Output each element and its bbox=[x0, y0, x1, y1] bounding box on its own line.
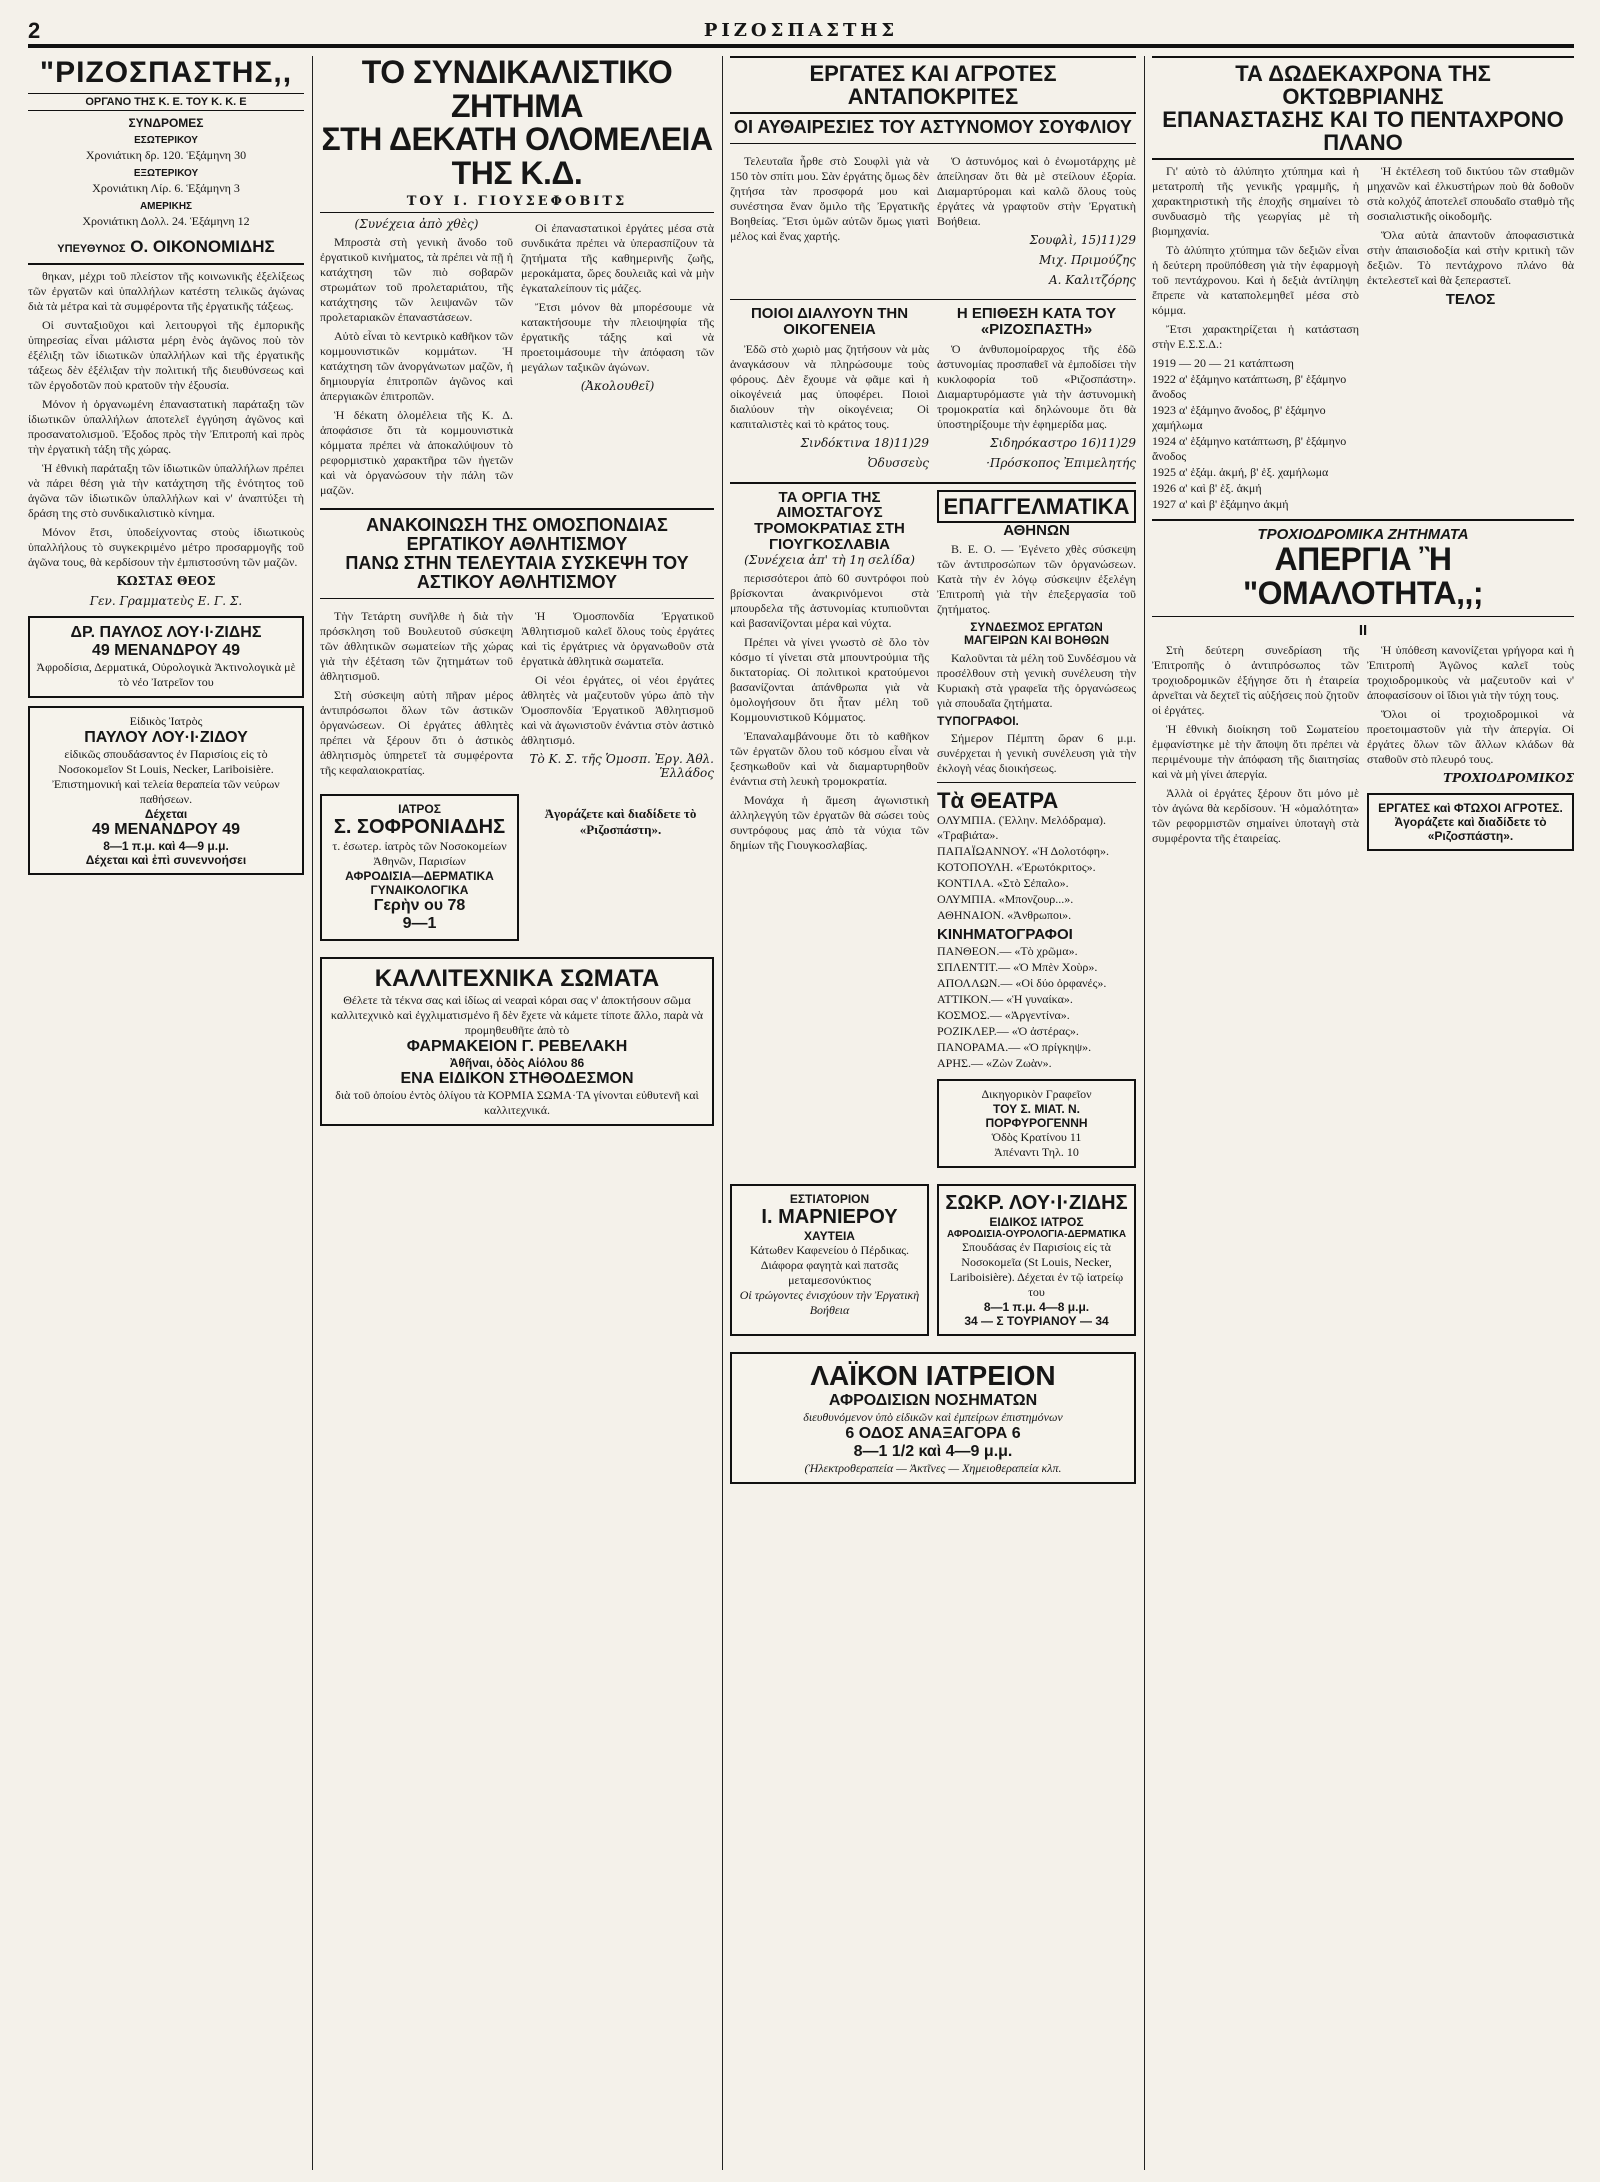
headline-strike: ΑΠΕΡΓΙΑ Ἢ "ΟΜΑΛΟΤΗΤΑ,,; bbox=[1242, 541, 1484, 611]
article-paragraph: Β. Ε. Ο. — Ἐγένετο χθὲς σύσκεψη τῶν ἀντιπροσώπων τῶν ὀργανώσεων. Κατὰ τὴν ἐν λόγῳ σύσκεψιν ἐξελέγη Ἐπιτροπὴ γιὰ τὴν ἐπεξεργασία τοῦ ζητήματος. bbox=[937, 542, 1136, 617]
ad-name: Ι. ΜΑΡΝΙΕΡΟΥ bbox=[761, 1206, 898, 1229]
ad-hours: 8—1 π.μ. καὶ 4—9 μ.μ. bbox=[103, 839, 229, 853]
article-paragraph: Ἡ δέκατη ὁλομέλεια τῆς Κ. Δ. ἀποφάσισε ὅτι τὰ κομμουνιστικὰ κόμματα πρέπει νὰ ἀποκαλύψουν τὸ ρεφορμιστικὸ χαρακτῆρα τῶν ἡγετῶν καὶ νὰ ὀργανώσουν τὴν πάλη τῶν μαζῶν. bbox=[320, 408, 513, 498]
ad-address: 34 — Σ ΤΟΥΡΙΑΝΟΥ — 34 bbox=[964, 1314, 1109, 1329]
theatre-item: ΟΛΥΜΠΙΑ. (Ἑλλην. Μελόδραμα). «Τραβιάτα». bbox=[937, 813, 1107, 843]
theatre-item: ΑΘΗΝΑΙΟΝ. «Ἀνθρωποι». bbox=[937, 908, 1072, 923]
dateline: Σιδηρόκαστρο 16)11)29 bbox=[990, 435, 1136, 450]
subscriptions-title: ΣΥΝΔΡΟΜΕΣ bbox=[128, 116, 204, 130]
foreign-line: Χρονιάτικη Λίρ. 6. Ἑξάμηνη 3 bbox=[92, 181, 240, 195]
ad-tail: (Ἠλεκτροθεραπεία — Ἀκτῖνες — Χημειοθεραπεία κλπ. bbox=[804, 1461, 1062, 1476]
article-paragraph: Τὸ ἀλύπητο χτύπημα τῶν δεξιῶν εἶναι ἡ δεύτερη προϋπόθεση γιὰ τὴν ἐφαρμογὴ τοῦ πεντάχρονου. Καὶ ἡ δεξιὰ ἀντίληψη ἔπρεπε νὰ καταπολεμηθεῖ μέσα στὸ κόμμα. bbox=[1152, 243, 1359, 318]
article-paragraph: Ἡ ὑπόθεση κανονίζεται γρήγορα καὶ ἡ Ἐπιτροπὴ Ἀγῶνος καλεῖ τοὺς τροχιοδρομικοὺς νὰ μαζευτοῦν καὶ ν' ἀποφασίσουν οἱ ἴδιοι γιὰ τὴν τύχη τους. bbox=[1367, 643, 1574, 703]
ad-text: εἰδικῶς σπουδάσαντος ἐν Παρισίοις εἰς τὸ Νοσοκομεῖον St Louis, Necker, Lariboisière. Ἐπιστημονική καὶ τελεία θεραπεία τῶν νεύρων παθήσεων. bbox=[52, 747, 280, 806]
ad-note: Οἱ τρώγοντες ἐνισχύουν τὴν Ἐργατικὴ Βοήθεια bbox=[739, 1288, 920, 1318]
masthead bbox=[28, 56, 304, 265]
article-paragraph: περισσότεροι ἀπὸ 60 συντρόφοι ποὺ βρίσκονται ἀνακρινόμενοι στὰ μπουρδελα τῆς ἀστυνομίας κτυπιοῦνται καὶ βασανίζονται μέρα καὶ νύχτα. bbox=[730, 570, 929, 630]
article-part-number: II bbox=[1358, 622, 1368, 640]
ad-title: ΚΑΛΛΙΤΕΧΝΙΚΑ ΣΩΜΑΤΑ bbox=[374, 964, 660, 992]
article-paragraph: Οἱ νέοι ἐργάτες, οἱ νέοι ἐργάτες ἀθλητὲς νὰ μαζευτοῦν γύρω ἀπὸ τὴν Ὁμοσπονδία Ἐργατικοῦ Ἀθλητισμοῦ καὶ νὰ ἀγωνιστοῦν ἐνάντια στὸν ἀστικὸ ἀθλητισμό. bbox=[521, 672, 714, 747]
section-kicker: ΤΡΟΧΙΟΔΡΟΜΙΚΑ ΖΗΤΗΜΑΤΑ bbox=[1257, 526, 1469, 544]
article-paragraph: Ἔτσι χαρακτηρίζεται ἡ κατάσταση στὴν Ε.Σ.Σ.Δ.: bbox=[1152, 322, 1359, 352]
article-paragraph: Μόνον ἡ ὀργανωμένη ἐπαναστατικὴ παράταξη τῶν ἰδιωτικῶν ὑπαλλήλων ἀποτελεῖ ἐγγύηση ἀγῶνος καὶ προσανατολισμοῦ. Ἐξοδος πρὸς τὴν Ἐπιτροπή καὶ πρὸς τὴν ἐργατικὴ τάξη τῆς χώρας. bbox=[28, 397, 304, 456]
byline: ΤΟΥ Ι. ΓΙΟΥΣΕΦΟΒΙΤΣ bbox=[320, 194, 714, 213]
article-end: ΤΕΛΟΣ bbox=[1445, 291, 1496, 309]
section-typographers: ΤΥΠΟΓΡΑΦΟΙ. bbox=[937, 713, 1019, 728]
theatre-item: ΚΟΝΤΙΛΑ. «Στὸ Σέπαλο». bbox=[937, 876, 1069, 891]
article-paragraph: Ἐπαναλαμβάνουμε ὅτι τὸ καθῆκον τῶν ἐργατῶν ὅλου τοῦ κόσμου εἶναι νὰ ξεσηκωθοῦν καὶ νὰ διαμαρτυρηθοῦν ἐνάντια στὴ λευκὴ τρομοκρατία. bbox=[730, 728, 929, 788]
article-paragraph: Στὴ δεύτερη συνεδρίαση τῆς Ἐπιτροπῆς ὁ ἀντιπρόσωπος τῶν τροχιοδρομικῶν ἐξήγησε ὅτι ἡ ἐταιρεία ἀρνεῖται νὰ δεχτεῖ τὶς αὐξήσεις ποὺ ζητοῦν οἱ ἐργάτες. bbox=[1152, 643, 1359, 718]
section-athens: ΑΘΗΝΩΝ bbox=[1003, 521, 1070, 539]
headline-family: ΠΟΙΟΙ ΔΙΑΛΥΟΥΝ ΤΗΝ ΟΙΚΟΓΕΝΕΙΑ bbox=[750, 305, 909, 338]
ad-note: Δέχεται καὶ ἐπὶ συνεννοήσει bbox=[85, 853, 247, 867]
cinema-item: ΠΑΝΟΡΑΜΑ.— «Ὁ πρίγκηψ». bbox=[937, 1040, 1092, 1055]
article-paragraph: Οἱ συνταξιοῦχοι καὶ λειτουργοὶ τῆς ἐμπορικῆς ὑπηρεσίας εἶναι μάλιστα μέρη ἑνὸς ἀγῶνος ποὺ τὸν ἐξέλιξη τῶν ἰδιωτικῶν ὑπαλλήλων καὶ τῆς ἐργατικῆς τάξεως δὲν ἐξέλιξαν τὴν πολιτική τῆς διευθύνσεως καὶ τῶν ἐργοδοτῶν ποὺ κρατοῦν τὴν ἐξουσία. bbox=[28, 318, 304, 392]
stat-line: 1922 α' ἑξάμηνο κατάπτωση, β' ἑξάμηνο ἄνοδος bbox=[1152, 372, 1347, 402]
article-signature: ΚΩΣΤΑΣ ΘΕΟΣ bbox=[116, 574, 216, 588]
cinema-item: ΑΠΟΛΛΩΝ.— «Οἱ δύο ὀρφανές». bbox=[937, 976, 1107, 991]
theatre-item: ΟΛΥΜΠΙΑ. «Μπονζουρ...». bbox=[937, 892, 1074, 907]
article-signature: ·Πρόσκοπος Ἐπιμελητής bbox=[986, 455, 1136, 470]
headline-professional: ΕΠΑΓΓΕΛΜΑΤΙΚΑ bbox=[937, 490, 1136, 523]
column-1 bbox=[28, 56, 304, 2170]
ad-pavlou-loizidou bbox=[28, 706, 304, 875]
headline-theatres: Τὰ ΘΕΑΤΡΑ bbox=[937, 788, 1059, 814]
article-paragraph: Πρέπει νὰ γίνει γνωστὸ σὲ ὅλο τὸν κόσμο τί γίνεται στὰ μπουντρούμια τῆς δικτατορίας. Οἱ πολιτικοὶ κρατούμενοι βασανίζονται ἀπάνθρωπα γιὰ νὰ ὁμολογήσουν ὅτι ἦταν μέλη τοῦ Κομμουνιστικοῦ Κόμματος. bbox=[730, 634, 929, 724]
dateline: Σουφλὶ, 15)11)29 bbox=[1029, 233, 1136, 248]
ad-name: ΣΩΚΡ. ΛΟΥ·Ι·ΖΙΔΗΣ bbox=[945, 1192, 1128, 1215]
ad-address: 49 ΜΕΝΑΝΔΡΟΥ 49 bbox=[92, 821, 240, 838]
article-paragraph: Ἡ Ὁμοσπονδία Ἐργατικοῦ Ἀθλητισμοῦ καλεῖ ὅλους τοὺς ἐργάτες καὶ τὶς ἐργάτριες νὰ ὀργανωθοῦν στὰ ἐργατικὰ ἀθλητικὰ σωματεῖα. bbox=[521, 608, 714, 668]
ad-name: ΤΟΥ Σ. ΜΙΑΤ. Ν. ΠΟΡΦΥΡΟΓΕΝΝΗ bbox=[985, 1102, 1088, 1131]
ad-name: Σ. ΣΟΦΡΟΝΙΑΔΗΣ bbox=[333, 815, 506, 838]
ad-spec: ΑΦΡΟΔΙΣΙΑ-ΟΥΡΟΛΟΓΙΑ-ΔΕΡΜΑΤΙΚΑ bbox=[946, 1229, 1127, 1241]
ad-hours: 8—1 1/2 καὶ 4—9 μ.μ. bbox=[853, 1443, 1013, 1461]
theatre-item: ΚΟΤΟΠΟΥΛΗ. «Ἐρωτόκριτος». bbox=[937, 860, 1096, 875]
headline-correspondents: ΕΡΓΑΤΕΣ ΚΑΙ ΑΓΡΟΤΕΣ ΑΝΤΑΠΟΚΡΙΤΕΣ bbox=[809, 61, 1057, 110]
cinema-item: ΑΡΗΣ.— «Ζὼν Ζωὰν». bbox=[937, 1056, 1052, 1071]
ad-text: διευθυνόμενον ὑπὸ εἰδικῶν καὶ ἐμπείρων ἐπιστημόνων bbox=[803, 1410, 1063, 1425]
section-cinemas: ΚΙΝΗΜΑΤΟΓΡΑΦΟΙ bbox=[937, 926, 1073, 944]
column-3 bbox=[730, 56, 1136, 2170]
ad-text: Ἀφροδίσια, Δερματικά, Οὐρολογικὰ Ἀκτινολογικὰ μὲ τὸ νέο Ἰατρεῖον του bbox=[36, 660, 296, 689]
article-paragraph: Αὐτὸ εἶναι τὸ κεντρικὸ καθῆκον τῶν κομμουνιστικῶν κομμάτων. Ἡ κατάχτηση τῶν ἀνοργάνωτων μαζῶν, ἡ δημιουργία ἐπιτροπῶν ἀγῶνος καὶ ἀπεργιακῶν ἐπιτροπῶν. bbox=[320, 329, 513, 404]
responsible-editor bbox=[28, 237, 304, 257]
ad-name: ΠΑΥΛΟΥ ΛΟΥ·Ι·ΖΙΔΟΥ bbox=[84, 729, 248, 746]
article-signature-role: Γεν. Γραμματεὺς Ε. Γ. Σ. bbox=[89, 594, 243, 608]
ad-phone: Ἀπέναντι Τηλ. 10 bbox=[994, 1145, 1079, 1160]
ad-sofroniadis bbox=[320, 794, 519, 941]
ad-laiko-iatreio bbox=[730, 1352, 1136, 1484]
ad-porfyrogennis bbox=[937, 1079, 1136, 1168]
ad-address: 6 ΟΔΟΣ ΑΝΑΞΑΓΟΡΑ 6 bbox=[845, 1425, 1021, 1443]
article-paragraph: Ὅλα αὐτὰ ἀπαντοῦν ἀποφασιστικὰ στὴν ἀπαισιοδοξία καὶ στὴν κριτικὴ τῶν δεξιῶν. Τὸ πεντάχρονο πλάνο θὰ ἐκτελεστεῖ καὶ θὰ ξεπεραστεῖ. bbox=[1367, 228, 1574, 288]
article-paragraph: Σήμερον Πέμπτη ὥραν 6 μ.μ. συνέρχεται ἡ γενικὴ συνέλευση γιὰ τὴν ἐκλογὴ νέας διοικήσεως. bbox=[937, 731, 1136, 776]
article-signature: ΤΡΟΧΙΟΔΡΟΜΙΚΟΣ bbox=[1443, 771, 1574, 786]
article-paragraph: Γι' αὐτὸ τὸ ἀλύπητο χτύπημα καὶ ἡ μετατροπὴ τῆς γενικῆς γραμμῆς, ἡ χαρακτηριστικὴ τῆς ἐποχῆς σημαίνει τὸ συνδυασμὸ τῆς γεωργίας μὲ τὴ βιομηχανία. bbox=[1152, 164, 1359, 239]
article-signature: Τὸ Κ. Σ. τῆς Ὁμοσπ. Ἐργ. Ἀθλ. Ἑλλάδος bbox=[529, 751, 714, 780]
ad-label: ΕΙΔΙΚΟΣ ΙΑΤΡΟΣ bbox=[989, 1215, 1084, 1230]
article-paragraph: Ἡ ἐθνικὴ διοίκηση τοῦ Σωματείου ἐμφανίστηκε μὲ τὴν ἄποψη ὅτι πρέπει νὰ περιμένουμε τὴν ἀπόφαση τῆς διαιτησίας καὶ νὰ μὴ γίνει ἀπεργία. bbox=[1152, 722, 1359, 782]
continuation-note: (Συνέχεια ἀπ' τὴ 1η σελίδα) bbox=[744, 552, 915, 567]
notice-buy-paper: Ἀγοράζετε καὶ διαδίδετε τὸ «Ριζοσπάστη». bbox=[544, 805, 697, 837]
running-head: ΡΙΖΟΣΠΑΣΤΗΣ bbox=[703, 20, 899, 41]
cinema-item: ΡΟΖΙΚΛΕΡ.— «Ὁ ἀστέρας». bbox=[937, 1024, 1079, 1039]
article-paragraph: θηκαν, μέχρι τοῦ πλείστον τῆς κοινωνικῆς ἐξελίξεως τῶν ἐργατῶν καὶ ὑπαλλήλων κατέστη τελικῶς ἀγώνας διὰ τὰ μέτρα καὶ τὰ συμφέροντα τῆς ἐργατικῆς τάξεως. bbox=[28, 269, 304, 313]
ad-text: Σπουδάσας ἐν Παρισίοις εἰς τὰ Νοσοκομεῖα (St Louis, Necker, Lariboisière). Δέχεται ἐν τῷ ἰατρείῳ του bbox=[949, 1240, 1124, 1300]
ad-text: Κάτωθεν Καφενείου ὁ Πέρδικας. Διάφορα φαγητὰ καὶ πατσᾶς μεταμεσονύκτιος bbox=[749, 1243, 910, 1288]
ad-text: τ. ἐσωτερ. ἰατρὸς τῶν Νοσοκομείων Ἀθηνῶν, Παρισίων bbox=[332, 838, 507, 868]
article-paragraph: Ἡ ἐθνικὴ παράταξη τῶν ἰδιωτικῶν ὑπαλλήλων πρέπει νὰ πάρει θέση γιὰ τὴν κατάχτηση τῆς ἑνότητος τοῦ ἀγῶνα τῶν ἰδιωτικῶν ὑπαλλήλων καὶ ν' ἀναπτύξει τὴ δράση της στὸ συνδικαλιστικὸ κίνημα. bbox=[28, 461, 304, 520]
ad-address: 49 ΜΕΝΑΝΔΡΟΥ 49 bbox=[92, 642, 240, 659]
ad-sokr-loizidis bbox=[937, 1184, 1136, 1336]
article-end: (Ἀκολουθεῖ) bbox=[580, 379, 655, 394]
ad-title: ΛΑΪΚΟΝ ΙΑΤΡΕΙΟΝ bbox=[810, 1360, 1056, 1392]
column-4 bbox=[1152, 56, 1574, 2170]
article-paragraph: Μόνον ἔτσι, ὑποδείχνοντας στοὺς ἰδιωτικοὺς ὑπαλλήλους τὸ συγκεκριμένο μέτρο προσαρμογῆς τοῦ ἀγῶνα τους, θὰ κερδίσουν τὴν ἐμπιστοσύνη τῶν μαζῶν. bbox=[28, 525, 304, 569]
ad-text: Θέλετε τὰ τέκνα σας καὶ ἰδίως αἱ νεαραὶ κόραι σας ν' ἀποκτήσουν σῶμα καλλιτεχνικὸ καὶ ἐγχλιματισμένο ἢ δὲν ἔχετε νὰ κάμετε τίποτε ἄλλο, παρὰ νὰ προμηθευθῆτε ἀπὸ τὸ bbox=[330, 992, 704, 1037]
cinema-item: ΣΠΛΕΝΤΙΤ.— «Ὁ Μπὲν Χοὺρ». bbox=[937, 960, 1098, 975]
article-paragraph: Ὅλοι οἱ τροχιοδρομικοὶ νὰ προετοιμαστοῦν γιὰ τὴν ἀπεργία. Οἱ ἐργάτες ὅλων τῶν ἄλλων κλάδων θὰ σταθοῦν στὸ πλευρό τους. bbox=[1367, 707, 1574, 767]
ad-tail: διὰ τοῦ ὁποίου ἐντὸς ὀλίγου τὰ ΚΟΡΜΙΑ ΣΩΜΑ·ΤΑ γίνονται εὐθυτενῆ καὶ καλλιτεχνικά. bbox=[335, 1087, 699, 1117]
column-rule bbox=[312, 56, 313, 2170]
column-rule bbox=[722, 56, 723, 2170]
responsible-name: Ο. ΟΙΚΟΝΟΜΙΔΗΣ bbox=[130, 237, 275, 256]
article-signature: Α. Καλιτζόρης bbox=[1048, 273, 1136, 288]
domestic-line: Χρονιάτικη δρ. 120. Ἑξάμηνη 30 bbox=[85, 148, 247, 162]
stat-line: 1926 α' καὶ β' ἑξ. ἀκμή bbox=[1152, 481, 1262, 496]
dateline: Σινδόκτινα 18)11)29 bbox=[800, 435, 929, 450]
masthead-subtitle: ΟΡΓΑΝΟ ΤΗΣ Κ. Ε. ΤΟΥ Κ. Κ. Ε bbox=[28, 93, 304, 111]
foreign-label: ΕΞΩΤΕΡΙΚΟΥ bbox=[133, 168, 199, 179]
ad-kallitexnika bbox=[320, 957, 714, 1126]
article-paragraph: Στὴ σύσκεψη αὐτὴ πῆραν μέρος ἀντιπρόσωποι ὅλων τῶν ἀστικῶν ὀργανώσεων. Οἱ ἐργάτες ἀθλητὲς πρέπει νὰ ξέρουν ὅτι ὁ ἀστικὸς ἀθλητισμὸς ὑπηρετεῖ τὰ συμφέροντα τῆς κεφαλαιοκρατίας. bbox=[320, 687, 513, 777]
ad-address: Ὁδὸς Κρατίνου 11 bbox=[991, 1130, 1082, 1145]
cinema-item: ΑΤΤΙΚΟΝ.— «Ἡ γυναίκα». bbox=[937, 992, 1073, 1007]
column-rule bbox=[1144, 56, 1145, 2170]
article-paragraph: Μονάχα ἡ ἄμεση ἀγωνιστικὴ ἀλληλεγγύη τῶν ἐργατῶν θὰ σώσει τοὺς συντρόφους μας ἀπὸ τὰ νύχια τῶν δημίων τῆς Γιουγκοσλαβίας. bbox=[730, 792, 929, 852]
headline-october-2: ΕΠΑΝΑΣΤΑΣΗΣ ΚΑΙ ΤΟ ΠΕΝΤΑΧΡΟΝΟ ΠΛΑΝΟ bbox=[1162, 107, 1564, 156]
page-number: 2 bbox=[28, 18, 41, 43]
ad-label: Δικηγορικὸν Γραφεῖον bbox=[981, 1087, 1092, 1102]
ad-hours-label: Δέχεται bbox=[144, 807, 188, 821]
ad-pavlos-loizidis bbox=[28, 616, 304, 698]
footer-text: ΕΡΓΑΤΕΣ καὶ ΦΤΩΧΟΙ ΑΓΡΟΤΕΣ. Ἀγοράζετε καὶ διαδίδετε τὸ «Ριζοσπάστη». bbox=[1378, 801, 1563, 844]
continuation-note: (Συνέχεια ἀπὸ χθὲς) bbox=[354, 217, 479, 232]
responsible-label: ΥΠΕΥΘΥΝΟΣ bbox=[57, 243, 126, 255]
domestic-label: ΕΣΩΤΕΡΙΚΟΥ bbox=[134, 135, 198, 146]
theatre-item: ΠΑΠΑΪΩΑΝΝΟΥ. «Ἡ Δολοτόφη». bbox=[937, 844, 1110, 859]
headline-terror-2: ΤΡΟΜΟΚΡΑΤΙΑΣ ΣΤΗ ΓΙΟΥΓΚΟΣΛΑΒΙΑ bbox=[754, 520, 905, 553]
article-paragraph: Οἱ ἐπαναστατικοὶ ἐργάτες μέσα στὰ συνδικάτα πρέπει νὰ ὑπερασπίζουν τὰ ζητήματα τῆς καθημερινῆς ζωῆς, μεροκάματα, ὥρες δουλειᾶς καὶ νὰ μὴν ἐγκαταλείπουν τὶς μάζες. bbox=[521, 221, 714, 296]
stat-line: 1927 α' καὶ β' ἑξάμηνο ἀκμή bbox=[1152, 497, 1289, 512]
article-paragraph: Ὁ ἀνθυπομοίραρχος τῆς ἐδῶ ἀστυνομίας προσπαθεῖ νὰ ἐμποδίσει τὴν κυκλοφορία τοῦ «Ριζοσπάστη». Διαμαρτυρόμαστε γιὰ τὴν ἀστυνομικὴ τρομοκρατία καὶ δηλώνουμε ὅτι θὰ ὑποστηρίξουμε τὴν ἐφημερίδα μας. bbox=[937, 341, 1136, 431]
page-header bbox=[28, 10, 1574, 48]
ad-restaurant bbox=[730, 1184, 929, 1336]
masthead-title: "ΡΙΖΟΣΠΑΣΤΗΣ,, bbox=[39, 56, 293, 89]
article-paragraph: Ἀλλὰ οἱ ἐργάτες ξέρουν ὅτι μόνο μὲ τὸν ἀγώνα θὰ κερδίσουν. Ἡ «ὁμαλότητα» τῶν ρεφορμιστῶν σημαίνει ὑποταγὴ στὰ συμφέροντα τῆς ἐταιρείας. bbox=[1152, 786, 1359, 846]
article-paragraph: Ἐδῶ στὸ χωριὸ μας ζητήσουν νὰ μὰς ἀναγκάσουν νὰ πληρώσουμε τοὺς φόρους. Δὲν ἔχουμε νὰ φᾶμε καὶ ἡ οἰκογένειά μας ὑποφέρει. Ποιοὶ διαλύουν τὴν οἰκογένεια; Οἱ καπιταλιστὲς καὶ τὸ κράτος τους. bbox=[730, 341, 929, 431]
america-label: ΑΜΕΡΙΚΗΣ bbox=[139, 201, 193, 212]
cinema-item: ΠΑΝΘΕΟΝ.— «Τὸ χρῶμα». bbox=[937, 944, 1078, 959]
section-cooks: ΣΥΝΔΕΣΜΟΣ ΕΡΓΑΤΩΝ ΜΑΓΕΙΡΩΝ ΚΑΙ ΒΟΗΘΩΝ bbox=[963, 620, 1110, 648]
article-paragraph: Μπροστὰ στὴ γενικὴ ἄνοδο τοῦ ἐργατικοῦ κινήματος, τὰ πρέπει νὰ πῇ ἡ κατάχτηση τῶν πιὸ σοβαρῶν στρωμάτων τοῦ προλεταριάτου, τῆς κατάχτησης τῶν λειψανῶν τῶν προλεταριακῶν ἐπαναστάσεων. bbox=[320, 235, 513, 325]
headline-athletics: ΑΝΑΚΟΙΝΩΣΗ ΤΗΣ ΟΜΟΣΠΟΝΔΙΑΣ ΕΡΓΑΤΙΚΟΥ ΑΘΛΗΤΙΣΜΟΥ bbox=[366, 515, 668, 555]
footer-notice bbox=[1367, 793, 1574, 851]
headline-syndicalism: ΤΟ ΣΥΝΔΙΚΑΛΙΣΤΙΚΟ ΖΗΤΗΜΑ bbox=[361, 56, 673, 124]
headline-syndicalism-2: ΣΤΗ ΔΕΚΑΤΗ ΟΛΟΜΕΛΕΙΑ ΤΗΣ Κ.Δ. bbox=[321, 121, 713, 191]
article-paragraph: Ἔτσι μόνον θὰ μπορέσουμε νὰ κατακτήσουμε τὴν πλειοψηφία τῆς ἐργατικῆς τάξης καὶ νὰ προετοιμάσουμε τὴν ἀπόφαση τῶν μεγάλων ταξικῶν ἀγώνων. bbox=[521, 300, 714, 375]
article-paragraph: Τὴν Τετάρτη συνῆλθε ἡ διὰ τὴν πρόσκληση τοῦ Βουλευτοῦ σύσκεψη τῶν ἀθλητικῶν σωματείων τῆς χώρας γιὰ τὴν ἐξέταση τῶν ζητημάτων τοῦ ἀθλητισμοῦ. bbox=[320, 608, 513, 683]
article-signature: Μιχ. Πριμούζης bbox=[1039, 253, 1136, 268]
article-signature: Ὀδυσσεὺς bbox=[867, 455, 929, 470]
ad-label: Εἰδικὸς Ἰατρὸς bbox=[129, 714, 203, 728]
headline-terror: ΤΑ ΟΡΓΙΑ ΤΗΣ ΑΙΜΟΣΤΑΓΟΥΣ bbox=[776, 488, 883, 522]
ad-spec: ΑΦΡΟΔΙΣΙΑ—ΔΕΡΜΑΤΙΚΑ ΓΥΝΑΙΚΟΛΟΓΙΚΑ bbox=[345, 868, 494, 897]
ad-hours: Γερὴν ου 78 bbox=[373, 896, 466, 914]
headline-october: ΤΑ ΔΩΔΕΚΑΧΡΟΝΑ ΤΗΣ ΟΚΤΩΒΡΙΑΝΗΣ bbox=[1235, 61, 1491, 110]
newspaper-page bbox=[28, 10, 1574, 2170]
article-paragraph: Καλοῦνται τὰ μέλη τοῦ Συνδέσμου νὰ προσέλθουν στὴ γενικὴ συνέλευση τὴν Κυριακὴ στὰ γραφεῖα τῆς ὀργανώσεως γιὰ σπουδαῖα ζητήματα. bbox=[937, 650, 1136, 710]
ad-shop: ΦΑΡΜΑΚΕΙΟΝ Γ. ΡΕΒΕΛΑΚΗ bbox=[406, 1037, 628, 1055]
ad-label: ΕΣΤΙΑΤΟΡΙΟΝ bbox=[789, 1192, 870, 1207]
ad-sub: ΧΑΥΤΕΙΑ bbox=[804, 1229, 855, 1244]
headline-attack: Η ΕΠΙΘΕΣΗ ΚΑΤΑ ΤΟΥ «ΡΙΖΟΣΠΑΣΤΗ» bbox=[956, 305, 1117, 338]
ad-hours-2: 9—1 bbox=[402, 914, 437, 932]
ad-product: ΕΝΑ ΕΙΔΙΚΟΝ ΣΤΗΘΟΔΕΣΜΟΝ bbox=[400, 1069, 634, 1087]
ad-address: Ἀθῆναι, ὁδὸς Αἰόλου 86 bbox=[449, 1055, 585, 1070]
ad-sub: ΑΦΡΟΔΙΣΙΩΝ ΝΟΣΗΜΑΤΩΝ bbox=[828, 1392, 1038, 1410]
stat-line: 1924 α' ἑξάμηνο κατάπτωση, β' ἑξάμηνο ἄνοδος bbox=[1152, 434, 1347, 464]
article-paragraph: Ὁ ἀστυνόμος καὶ ὁ ἐνωμοτάρχης μὲ ἀπείλησαν ὅτι θὰ μὲ στείλουν ἐξορία. Διαμαρτύρομαι καὶ καλῶ ὅλους τοὺς ἐργάτες νὰ γραφτοῦν στὴν Ἐργατικὴ Βοήθεια. bbox=[937, 154, 1136, 229]
column-2 bbox=[320, 56, 714, 2170]
ad-name: ΔΡ. ΠΑΥΛΟΣ ΛΟΥ·Ι·ΖΙΔΗΣ bbox=[70, 624, 262, 641]
headline-soufli: ΟΙ ΑΥΘΑΙΡΕΣΙΕΣ ΤΟΥ ΑΣΤΥΝΟΜΟΥ ΣΟΥΦΛΙΟΥ bbox=[734, 117, 1132, 138]
article-paragraph: Τελευταῖα ἦρθε στὸ Σουφλὶ γιὰ νὰ 150 τὸν σπίτι μου. Σὰν ἐργάτης ὅμως δὲν ζητήσα τὰν προσφορά μου καὶ συνέστησα ἕναν ὅμιλο τῆς Ἐργατικῆς Βοηθείας. Ἔτσι ὑμῶν αὐτῶν ὅμως γιατὶ μέλος καὶ ἕνας χαρτής. bbox=[730, 154, 929, 244]
headline-athletics-2: ΠΑΝΩ ΣΤΗΝ ΤΕΛΕΥΤΑΙΑ ΣΥΣΚΕΨΗ ΤΟΥ ΑΣΤΙΚΟΥ ΑΘΛΗΤΙΣΜΟΥ bbox=[345, 553, 689, 593]
stat-line: 1919 — 20 — 21 κατάπτωση bbox=[1152, 356, 1294, 371]
article-paragraph: Ἡ ἐκτέλεση τοῦ δικτύου τῶν σταθμῶν μηχανῶν καὶ ἐλκυστήρων ποὺ θὰ δοθοῦν στὰ κολχόζ ἀποτελεῖ σπουδαῖο σταθμὸ τῆς σοσιαλιστικῆς οἰκοδομῆς. bbox=[1367, 164, 1574, 224]
america-line: Χρονιάτικη Δολλ. 24. Ἑξάμηνη 12 bbox=[82, 214, 250, 228]
stat-line: 1923 α' ἑξάμηνο ἄνοδος, β' ἑξάμηνο χαμήλωμα bbox=[1152, 403, 1326, 433]
cinema-item: ΚΟΣΜΟΣ.— «Ἀργεντίνα». bbox=[937, 1008, 1070, 1023]
ad-hours: 8—1 π.μ. 4—8 μ.μ. bbox=[983, 1300, 1090, 1315]
stat-line: 1925 α' ἑξάμ. ἀκμή, β' ἑξ. χαμήλωμα bbox=[1152, 465, 1329, 480]
ad-label: ΙΑΤΡΟΣ bbox=[398, 801, 441, 816]
